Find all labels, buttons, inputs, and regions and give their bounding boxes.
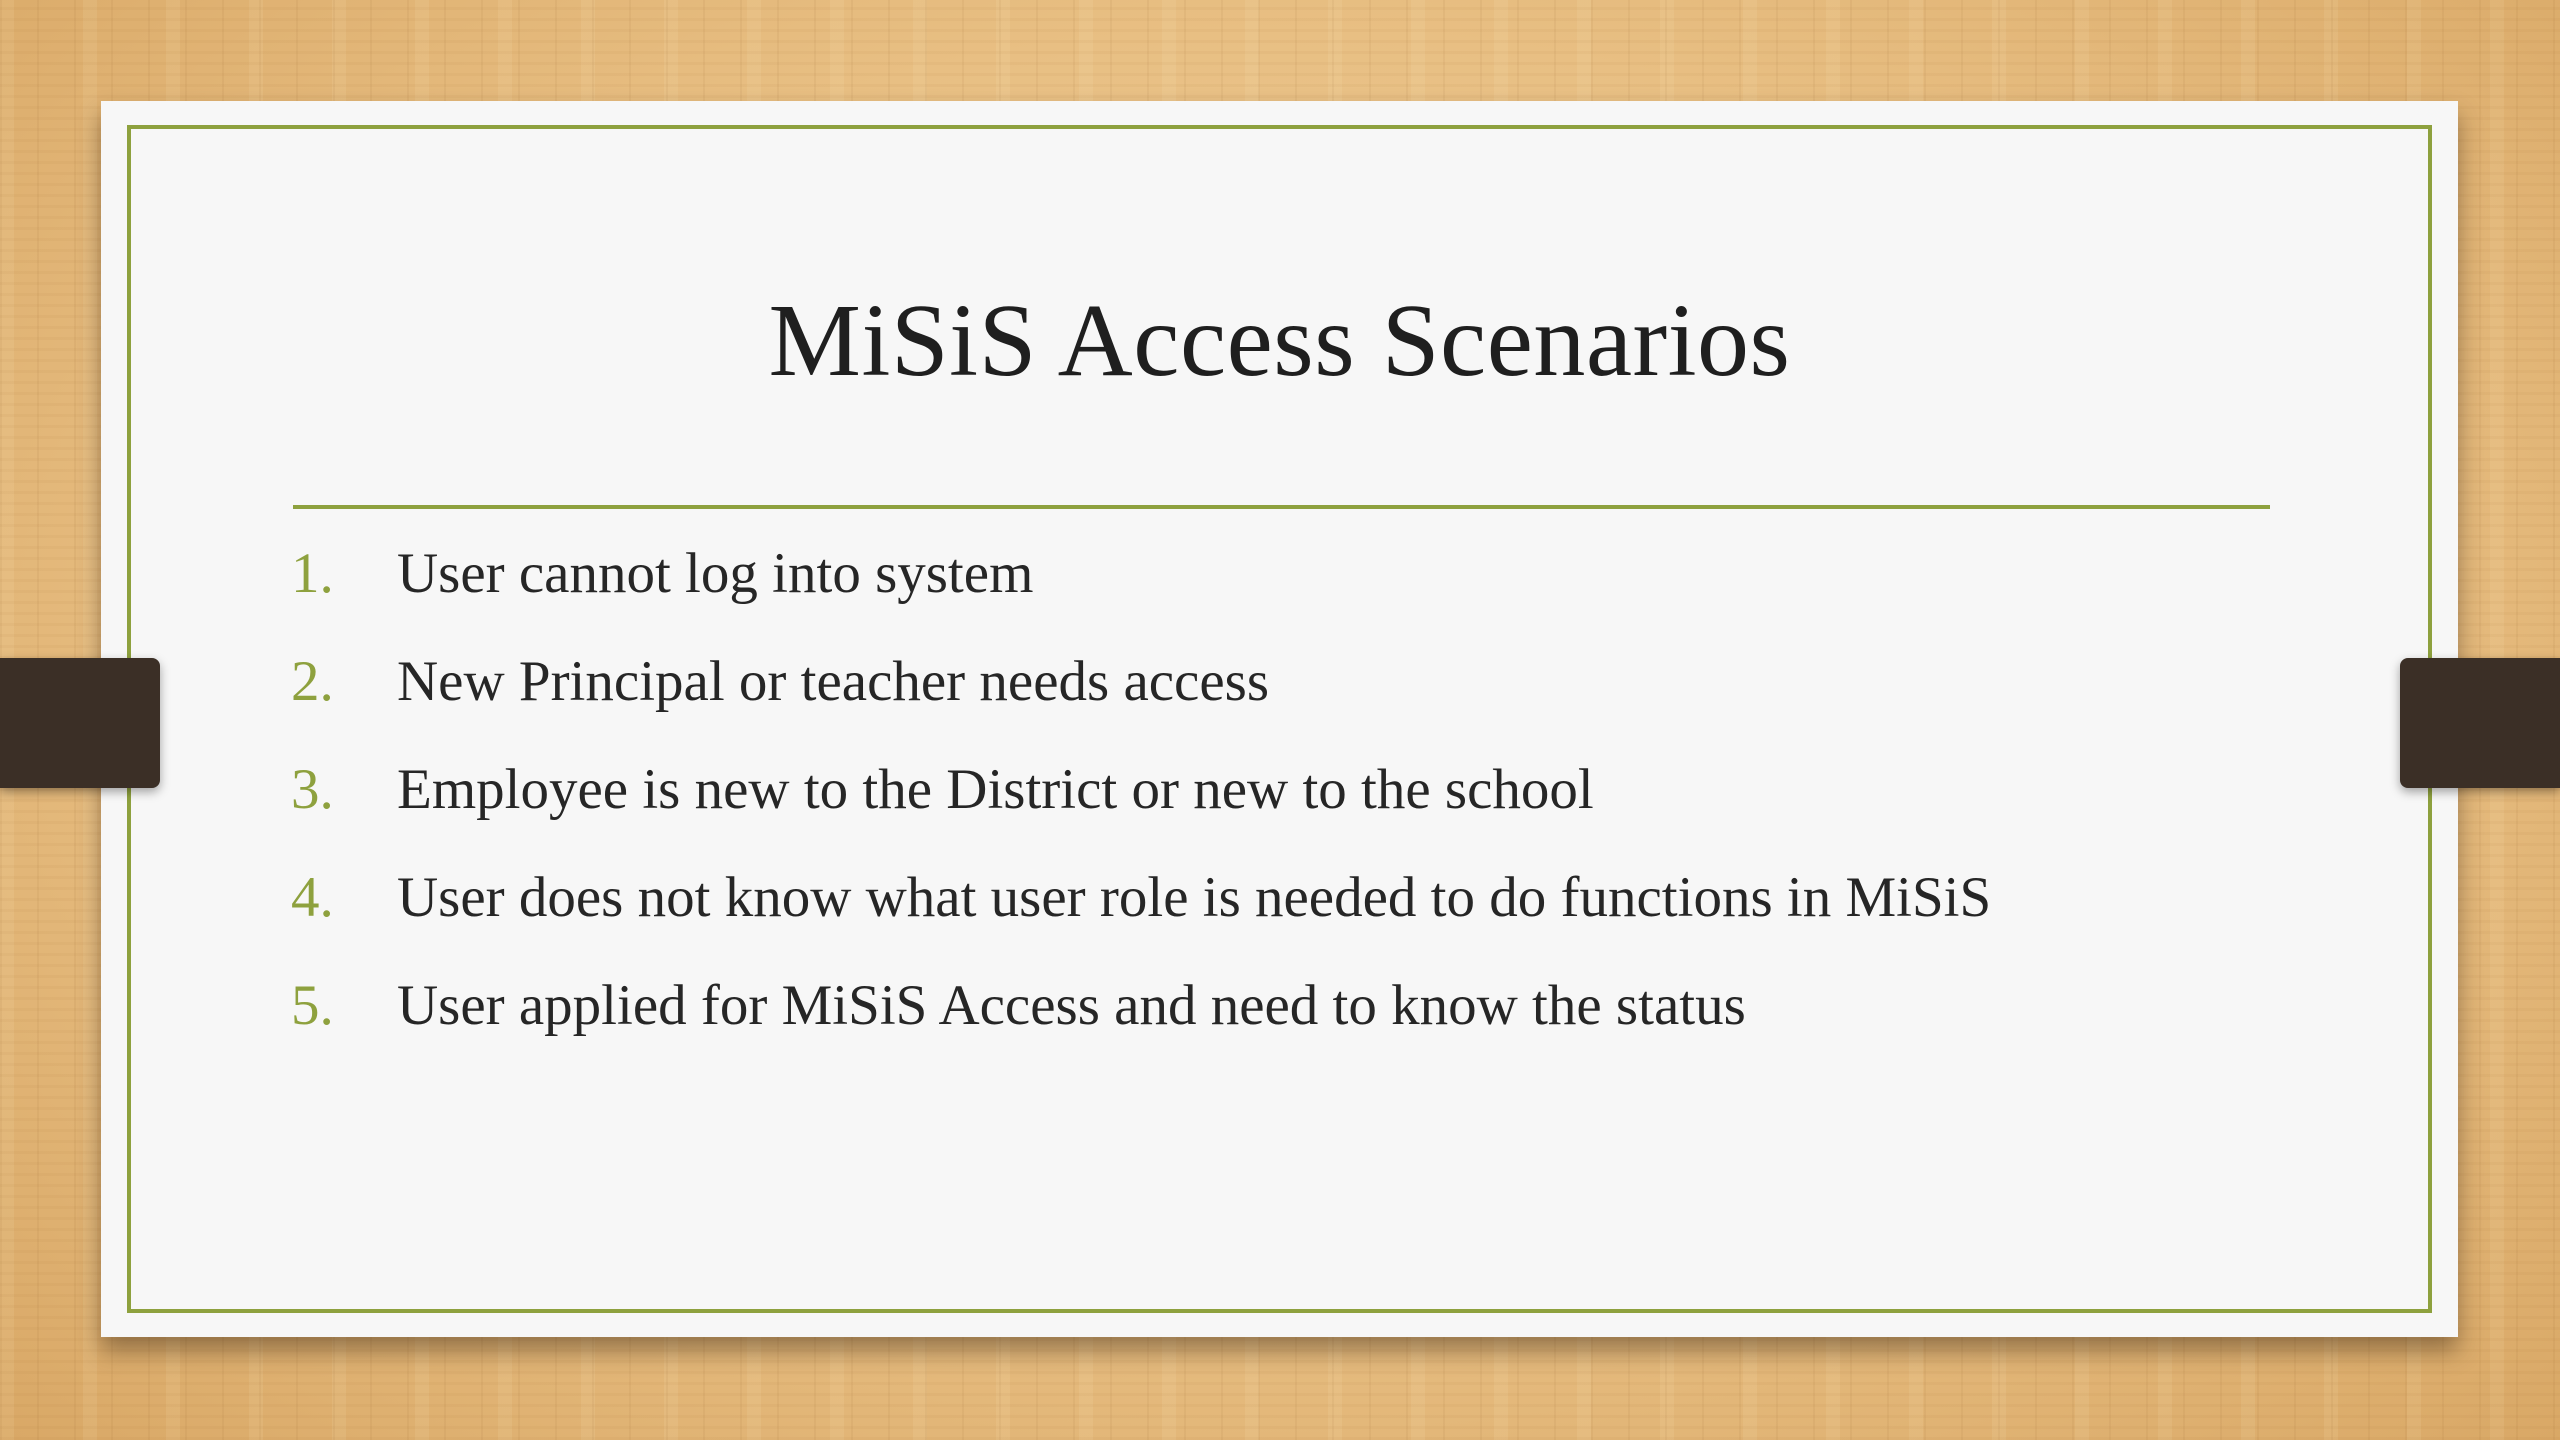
scenario-list (291, 541, 1991, 1081)
title-divider (293, 505, 2270, 509)
list-number: 5. (291, 974, 334, 1037)
list-number: 2. (291, 650, 334, 713)
left-binder-clip (0, 658, 160, 788)
list-item-text: User applied for MiSiS Access and need to know the status (397, 974, 1746, 1037)
list-item (291, 757, 1991, 865)
list-number: 1. (291, 542, 334, 605)
list-item-text: Employee is new to the District or new to the school (397, 758, 1594, 821)
list-item (291, 649, 1991, 757)
list-item (291, 541, 1991, 649)
list-number: 4. (291, 866, 334, 929)
list-item (291, 865, 1991, 973)
right-binder-clip (2400, 658, 2560, 788)
slide-title: MiSiS Access Scenarios (768, 283, 1791, 398)
list-item (291, 973, 1991, 1081)
list-item-text: New Principal or teacher needs access (397, 650, 1270, 713)
slide-card (101, 101, 2458, 1337)
list-item-text: User does not know what user role is needed to do functions in MiSiS (397, 866, 1992, 929)
list-item-text: User cannot log into system (397, 542, 1034, 605)
list-number: 3. (291, 758, 334, 821)
